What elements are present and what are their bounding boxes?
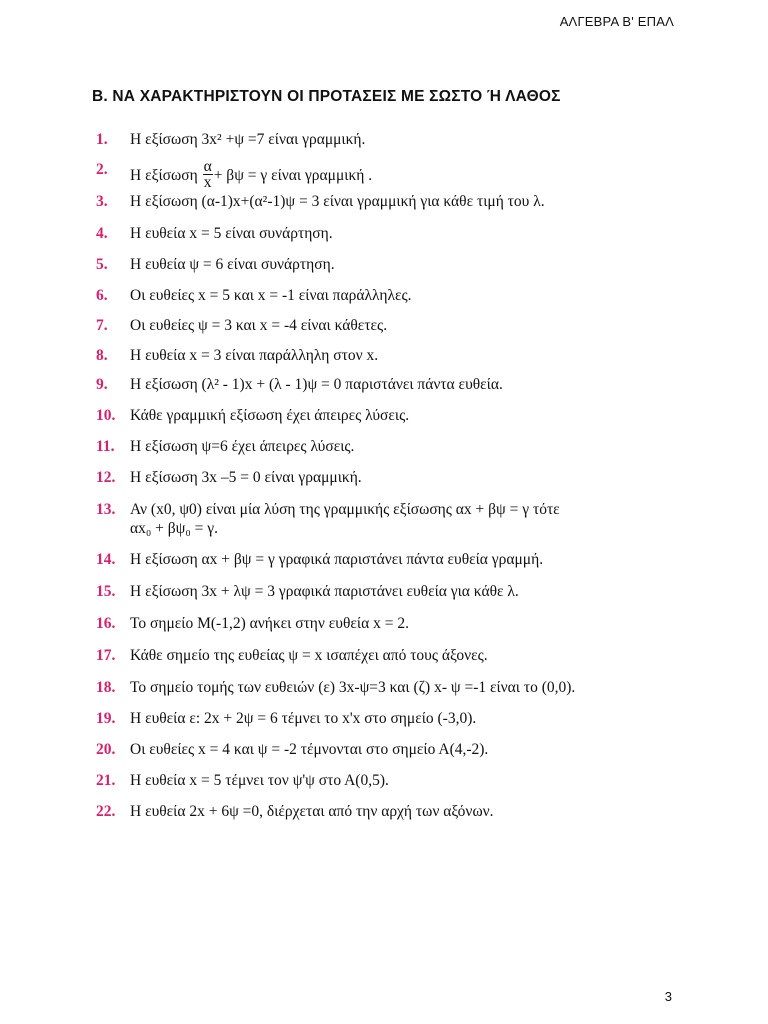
item-number: 17. [96,647,116,664]
item-number: 3. [96,193,108,210]
item-text: Η εξίσωση 3x –5 = 0 είναι γραμμική. [130,469,362,486]
item-number: 14. [96,551,116,568]
fraction-denominator: x [203,174,212,191]
item-number: 13. [96,501,116,518]
item-text: Η ευθεία ε: 2x + 2ψ = 6 τέμνει το x'x στο σημείο (-3,0). [130,710,477,727]
item-number: 15. [96,583,116,600]
item-text: Η ευθεία x = 5 είναι συνάρτηση. [130,225,333,242]
item-text-post: + βψ = γ είναι γραμμική . [213,167,373,185]
item-number: 21. [96,772,116,789]
item-text: Κάθε γραμμική εξίσωση έχει άπειρες λύσεις. [130,407,410,424]
item-text: Η εξίσωση αx + βψ = γ γραφικά παριστάνει πάντα ευθεία γραμμή. [130,551,544,568]
item-text: Η εξίσωση ψ=6 έχει άπειρες λύσεις. [130,438,355,455]
item-number: 8. [96,347,108,364]
item-text: Η ευθεία ψ = 6 είναι συνάρτηση. [130,256,335,273]
item-text: Η εξίσωση 3x² +ψ =7 είναι γραμμική. [130,131,366,148]
item-number: 6. [96,287,108,304]
item-text: Η εξίσωση (α-1)x+(α²-1)ψ = 3 είναι γραμμική για κάθε τιμή του λ. [130,193,545,210]
item-text: Οι ευθείες ψ = 3 και x = -4 είναι κάθετες. [130,317,388,334]
item-number: 1. [96,131,108,148]
item-text: Κάθε σημείο της ευθείας ψ = x ισαπέχει από τους άξονες. [130,647,488,664]
item-number: 22. [96,803,116,820]
item-text-line2: αx₀ + βψ₀ = γ. [130,520,218,537]
item-number: 11. [96,438,115,455]
item-number: 7. [96,317,108,334]
item-number: 19. [96,710,116,727]
item-text: Η ευθεία 2x + 6ψ =0, διέρχεται από την αρχή των αξόνων. [130,803,494,820]
item-text: Η εξίσωση 3x + λψ = 3 γραφικά παριστάνει ευθεία για κάθε λ. [130,583,519,600]
item-text: Η ευθεία x = 5 τέμνει τον ψ'ψ στο Α(0,5). [130,772,389,789]
section-title: Β. ΝΑ ΧΑΡΑΚΤΗΡΙΣΤΟΥΝ ΟΙ ΠΡΟΤΑΣΕΙΣ ΜΕ ΣΩΣΤΟ Ή ΛΑΘΟΣ [92,88,561,105]
fraction-numerator: α [203,158,212,175]
item-text: Η εξίσωση (λ² - 1)x + (λ - 1)ψ = 0 παριστάνει πάντα ευθεία. [130,376,503,393]
item-number: 16. [96,615,116,632]
item-text: Το σημείο τομής των ευθειών (ε) 3x-ψ=3 και (ζ) x- ψ =-1 είναι το (0,0). [130,679,576,696]
item-number: 2. [96,161,108,178]
item-text [130,158,373,192]
page-number: 3 [664,989,672,1004]
item-number: 5. [96,256,108,273]
item-text: Αν (x0, ψ0) είναι μία λύση της γραμμικής εξίσωσης αx + βψ = γ τότε [130,501,560,518]
item-number: 4. [96,225,108,242]
item-text: Οι ευθείες x = 4 και ψ = -2 τέμνονται στο σημείο Α(4,-2). [130,741,489,758]
item-text: Η ευθεία x = 3 είναι παράλληλη στον x. [130,347,379,364]
item-text: Οι ευθείες x = 5 και x = -1 είναι παράλληλες. [130,287,412,304]
header-title: ΑΛΓΕΒΡΑ Β' ΕΠΑΛ [559,14,674,29]
item-number: 20. [96,741,116,758]
item-number: 10. [96,407,116,424]
item-number: 18. [96,679,116,696]
item-number: 12. [96,469,116,486]
fraction [203,159,213,190]
item-number: 9. [96,376,108,393]
item-text-pre: Η εξίσωση [130,167,202,185]
item-text: Το σημείο Μ(-1,2) ανήκει στην ευθεία x = 2. [130,615,409,632]
